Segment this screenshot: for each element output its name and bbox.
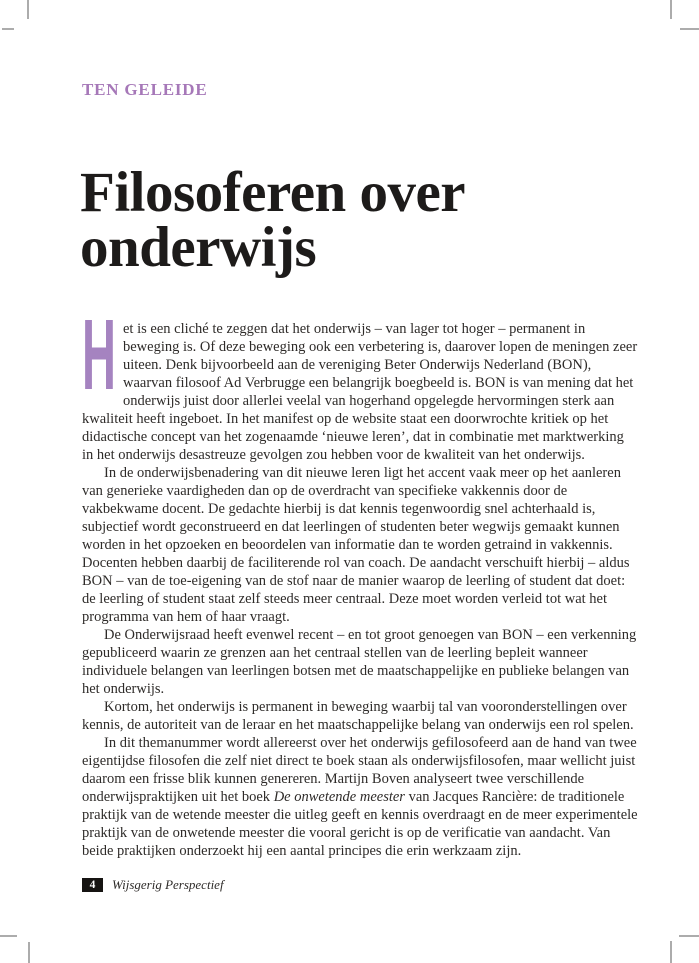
crop-mark-top-left-horizontal (2, 28, 14, 30)
book-title: De onwetende meester (273, 789, 405, 805)
article-title-line-1: Filosoferen over (80, 161, 466, 224)
crop-mark-top-right-horizontal (680, 28, 699, 30)
article-title (80, 161, 466, 279)
paragraph-5-text-post: van Jacques Rancière: de traditionele praktijk van de wetende meester die uitleg geeft en kennis overdraagt en de meer experimentele praktijk van de onwetende meester die vooral gericht is op de verificatie van aandacht. Van beide praktijken onderzoekt hij een aantal principes die erin werkzaam zijn. (82, 789, 638, 859)
paragraph-5 (82, 734, 638, 860)
crop-mark-bottom-right-horizontal (679, 935, 699, 937)
crop-mark-top-left-vertical (27, 0, 29, 19)
paragraph-4: Kortom, het onderwijs is permanent in beweging waarbij tal van vooronderstellingen over kennis, de autoriteit van de leraar en het maatschappelijke belang van onderwijs een rol spelen. (82, 699, 634, 733)
paragraph-5-text-pre: In dit themanummer wordt allereerst over het onderwijs gefilosofeerd aan de hand van twee eigentijdse filosofen die zelf niet direct te boek staan als onderwijsfilosofen, maar wellicht juist daarom een frisse blik kunnen genereren. Martijn Boven analyseert twee verschillende onderwijspraktijken uit het boek (82, 735, 637, 805)
crop-mark-bottom-left-horizontal (0, 935, 17, 937)
section-kicker: TEN GELEIDE (82, 80, 208, 99)
page-footer (82, 877, 224, 893)
crop-mark-top-right-vertical (670, 0, 672, 19)
article-body (82, 299, 638, 860)
article-title-line-2: onderwijs (80, 216, 317, 279)
paragraph-2: In de onderwijsbenadering van dit nieuwe leren ligt het accent vaak meer op het aanleren van generieke vaardigheden dan op de overdracht van specifieke vakkennis door de vakbekwame docent. De gedachte hierbij is dat kennis tegenwoordig snel achterhaald is, subjectief wordt geconstrueerd en dat leerlingen of studenten beter wegwijs gemaakt kunnen worden in het opzoeken en beoordelen van informatie dan te worden getraind in vakkennis. Docenten hebben daarbij de faciliterende rol van coach. De aandacht verschuift hierbij – aldus BON – van de toe-eigening van de stof naar de manier waarop de leerling of student dat doet: de leerling of student staat zelf steeds meer centraal. Deze moet worden verleid tot wat het programma van hem of haar vraagt. (82, 465, 630, 625)
page-number: 4 (89, 879, 96, 891)
paragraph-1 (82, 299, 638, 464)
paragraph-3: De Onderwijsraad heeft evenwel recent – en tot groot genoegen van BON – een verkenning gepubliceerd waarin ze grenzen aan het centraal stellen van de leerling bepleit wanneer individuele belangen van leerlingen botsen met de maatschappelijke en publieke belangen van het onderwijs. (82, 627, 637, 697)
crop-mark-bottom-left-vertical (28, 942, 30, 963)
crop-mark-bottom-right-vertical (670, 941, 672, 963)
page-number-badge (82, 878, 103, 892)
paragraph-1-text: et is een cliché te zeggen dat het onderwijs – van lager tot hoger – permanent in beweging is. Of deze beweging ook een verbetering is, daarover lopen de meningen zeer uiteen. Denk bijvoorbeeld aan de vereniging Beter Onderwijs Nederland (BON), waarvan filosoof Ad Verbrugge een belangrijk boegbeeld is. BON is van mening dat het onderwijs juist door allerlei veelal van hogerhand opgelegde hervormingen sterk aan kwaliteit heeft ingeboet. In het manifest op de website staat een doorwrochte kritiek op het didactische concept van het zogenaamde ‘nieuwe leren’, dat in combinatie met marktwerking in het onderwijs desastreuze gevolgen zou hebben voor de kwaliteit van het onderwijs. (82, 321, 638, 463)
dropcap-letter: H (82, 299, 116, 411)
dropcap (82, 299, 116, 411)
journal-name: Wijsgerig Perspectief (112, 877, 224, 892)
